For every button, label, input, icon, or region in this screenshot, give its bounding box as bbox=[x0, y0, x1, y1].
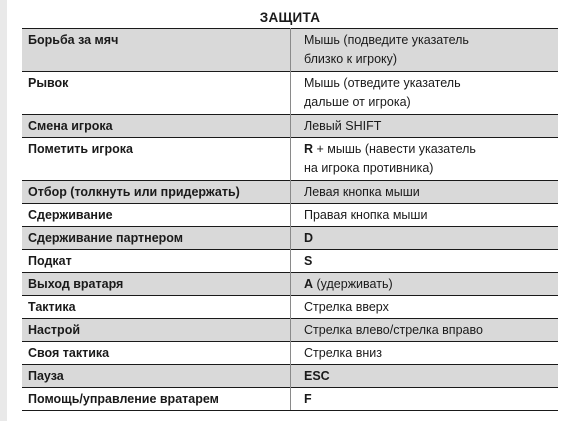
action-cell: Отбор (толкнуть или придержать) bbox=[22, 181, 291, 204]
page-edge bbox=[0, 0, 7, 421]
action-cell: Сдерживание партнером bbox=[22, 227, 291, 250]
table-row bbox=[22, 365, 558, 388]
controls-table bbox=[22, 28, 558, 411]
key-letter: A bbox=[304, 277, 314, 291]
table-row bbox=[22, 227, 558, 250]
action-cell: Тактика bbox=[22, 296, 291, 319]
action-cell: Сдерживание bbox=[22, 204, 291, 227]
key-text: Стрелка вверх bbox=[304, 300, 389, 314]
action-cell: Пауза bbox=[22, 365, 291, 388]
table-row bbox=[22, 72, 558, 115]
action-cell: Смена игрока bbox=[22, 115, 291, 138]
action-cell: Настрой bbox=[22, 319, 291, 342]
key-cell bbox=[291, 296, 559, 319]
key-text: на игрока противника) bbox=[304, 161, 434, 175]
table-row bbox=[22, 388, 558, 411]
key-cell bbox=[291, 181, 559, 204]
table-row bbox=[22, 342, 558, 365]
table-row bbox=[22, 250, 558, 273]
defense-controls-section bbox=[22, 8, 558, 411]
key-letter: D bbox=[304, 231, 314, 245]
key-text: + мышь (навести указатель bbox=[313, 142, 476, 156]
action-cell: Подкат bbox=[22, 250, 291, 273]
key-text: Стрелка влево/стрелка вправо bbox=[304, 323, 483, 337]
key-text: близко к игроку) bbox=[304, 52, 398, 66]
key-text: Стрелка вниз bbox=[304, 346, 382, 360]
action-cell: Помощь/управление вратарем bbox=[22, 388, 291, 411]
key-cell bbox=[291, 319, 559, 342]
key-text: Мышь (отведите указатель bbox=[304, 76, 461, 90]
key-cell bbox=[291, 342, 559, 365]
action-cell: Выход вратаря bbox=[22, 273, 291, 296]
table-row bbox=[22, 181, 558, 204]
key-cell bbox=[291, 388, 559, 411]
action-cell: Своя тактика bbox=[22, 342, 291, 365]
action-cell: Пометить игрока bbox=[22, 138, 291, 181]
table-row bbox=[22, 273, 558, 296]
action-cell: Борьба за мяч bbox=[22, 29, 291, 72]
key-cell bbox=[291, 29, 559, 72]
key-letter: ESC bbox=[304, 369, 330, 383]
key-cell bbox=[291, 365, 559, 388]
key-cell bbox=[291, 204, 559, 227]
key-text: Левая кнопка мыши bbox=[304, 185, 420, 199]
table-row bbox=[22, 115, 558, 138]
key-cell bbox=[291, 273, 559, 296]
key-cell bbox=[291, 72, 559, 115]
key-cell bbox=[291, 115, 559, 138]
action-cell: Рывок bbox=[22, 72, 291, 115]
key-text: Правая кнопка мыши bbox=[304, 208, 428, 222]
key-cell bbox=[291, 138, 559, 181]
table-row bbox=[22, 204, 558, 227]
key-letter: F bbox=[304, 392, 312, 406]
key-cell bbox=[291, 250, 559, 273]
table-row bbox=[22, 319, 558, 342]
key-letter: R bbox=[304, 142, 314, 156]
key-text: дальше от игрока) bbox=[304, 95, 411, 109]
table-row bbox=[22, 138, 558, 181]
key-cell bbox=[291, 227, 559, 250]
table-row bbox=[22, 296, 558, 319]
key-text: Мышь (подведите указатель bbox=[304, 33, 469, 47]
table-row bbox=[22, 29, 558, 72]
key-letter: S bbox=[304, 254, 313, 268]
section-title: ЗАЩИТА bbox=[259, 10, 321, 25]
key-text: Левый SHIFT bbox=[304, 119, 382, 133]
key-text: (удерживать) bbox=[313, 277, 393, 291]
